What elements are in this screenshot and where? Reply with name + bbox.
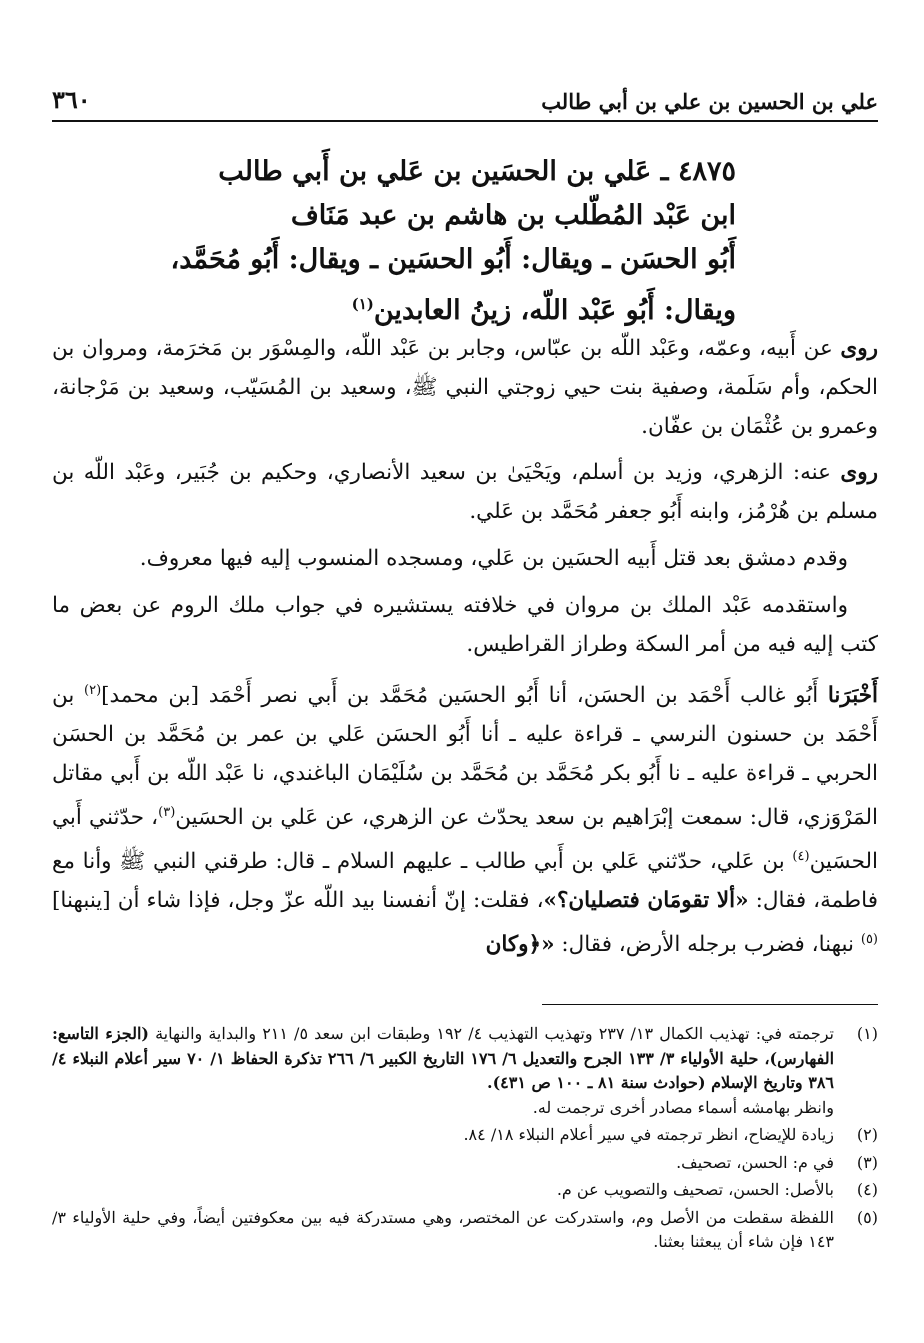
- paragraph-text: نبهنا، فضرب برجله الأرض، فقال:: [554, 931, 861, 957]
- paragraph-text: بن عَلي، حدّثني عَلي بن أَبي طالب ـ عليهم السلام ـ قال: طرقني النبي ﷺ وأنا مع فاطمة، فقال:: [52, 849, 878, 913]
- footnote-number: (٤): [856, 1180, 878, 1199]
- footnote-text: زيادة للإيضاح، انظر ترجمته في سير أعلام النبلاء ١٨/ ٨٤.: [463, 1125, 834, 1144]
- footnote-ref-1: (١): [351, 295, 374, 313]
- paragraph-text: أَبُو غالب أَحْمَد بن الحسَن، أنا أَبُو الحسَين مُحَمَّد بن أَبي نصر أَحْمَد [بن محمد]: [101, 683, 828, 709]
- heading-line-1: ٤٨٧٥ ـ عَلي بن الحسَين بن عَلي بن أَبي طالب: [218, 156, 736, 187]
- paragraph-lead-word: روى: [840, 460, 878, 486]
- footnote-1: [52, 1022, 878, 1120]
- footnote-text-part: وانظر بهامشه أسماء مصادر أخرى ترجمت له.: [532, 1097, 834, 1117]
- paragraph-narrated-from: [52, 330, 878, 446]
- footnote-divider: [542, 1004, 878, 1005]
- heading-line-2: ابن عَبْد المُطّلب بن هاشم بن عبد مَنَاف: [290, 200, 736, 231]
- footnote-text: في م: الحسن، تصحيف.: [676, 1152, 834, 1172]
- paragraph-lead-word: روى: [840, 336, 878, 361]
- paragraph-lead-word: أَخْبَرَنا: [827, 683, 878, 709]
- footnote-5: [52, 1206, 878, 1255]
- prophet-quote: «ألا تقومَان فتصليان؟»: [543, 887, 749, 913]
- footnote-text: بالأصل: الحسن، تصحيف والتصويب عن م.: [556, 1180, 834, 1199]
- footnote-ref-3: (٣): [158, 804, 176, 820]
- paragraph-text: عنه: الزهري، وزيد بن أسلم، ويَحْيَىٰ بن سعيد الأنصاري، وحكيم بن جُبَير، وعَبْد اللّه بن مسلم بن هُرْمُز، وابنه أَبُو جعفر مُحَمَّد بن عَلي.: [52, 460, 878, 525]
- paragraph-narrators: [52, 454, 878, 532]
- footnote-number: (١): [856, 1024, 878, 1043]
- running-title: علي بن الحسين بن علي بن أبي طالب: [541, 89, 878, 114]
- footnote-number: (٥): [856, 1207, 878, 1227]
- footnotes: [52, 1022, 878, 1258]
- footnote-ref-4: (٤): [792, 848, 810, 864]
- footnote-number: (٢): [856, 1125, 878, 1144]
- footnote-text: اللفظة سقطت من الأصل وم، واستدركت عن المختصر، وهي مستدركة فيه بين معكوفتين أيضاً، وفي حلية الأولياء ٣/ ١٤٣ فإن شاء أن يبعثنا بعثنا.: [52, 1207, 834, 1251]
- footnote-ref-2: (٢): [84, 683, 102, 699]
- entry-heading: [52, 150, 878, 333]
- footnote-text-bold: (الجزء التاسع: الفهارس)، حلية الأولياء ٣/ ١٣٣ الجرح والتعديل ٦/ ١٧٦ التاريخ الكبير ٦/ ٢٦٦ تذكرة الحفاظ ١/ ٧٠ سير أعلام النبلاء ٤/ ٣٨٦ وتاريخ الإسلام (حوادث سنة ٨١ ـ ١٠٠ ص ٤٣١).: [52, 1024, 835, 1092]
- paragraph-isnad: [52, 672, 878, 964]
- paragraph-text: ، فقلت: إنّ أنفسنا بيد اللّه عزّ وجل، فإذا شاء أن [ينبهنا]: [52, 887, 544, 913]
- paragraph-text: بن أَحْمَد بن حسنون النرسي ـ قراءة عليه ـ أنا أَبُو الحسَن عَلي بن عمر بن مُحَمَّد بن الحسَن الحربي ـ قراءة عليه ـ نا أَبُو بكر مُحَمَّد بن مُحَمَّد بن سُلَيْمَان الباغندي، نا عَبْد اللّه بن أَبي مقاتل المَرْوَزي، قال: سمعت إبْرَاهيم بن سعد يحدّث عن الزهري، عن عَلي بن الحسَين: [52, 683, 879, 831]
- footnote-number: (٣): [856, 1152, 878, 1172]
- footnote-ref-5: (٥): [860, 931, 878, 947]
- heading-line-4: [52, 282, 878, 333]
- paragraph-damascus: وقدم دمشق بعد قتل أَبيه الحسَين بن عَلي، ومسجده المنسوب إليه فيها معروف.: [139, 545, 848, 571]
- paragraph-text: ، حدّثني أَبي الحسَين: [52, 805, 878, 875]
- running-header: [52, 82, 878, 122]
- footnote-4: [52, 1178, 878, 1203]
- footnote-3: [52, 1151, 878, 1176]
- footnote-text-part: ترجمته في: تهذيب الكمال ١٣/ ٢٣٧ وتهذيب التهذيب ٤/ ١٩٢ وطبقات ابن سعد ٥/ ٢١١ والبداية والنهاية: [149, 1024, 835, 1043]
- quran-quote-start: «﴿وكان: [485, 931, 555, 957]
- footnote-text: [52, 1022, 834, 1120]
- heading-line-3: أَبُو الحسَن ـ ويقال: أَبُو الحسَين ـ ويقال: أَبُو مُحَمَّد،: [170, 244, 736, 275]
- page-number: ٣٦٠: [52, 85, 91, 114]
- paragraph-abd-al-malik: واستقدمه عَبْد الملك بن مروان في خلافته يستشيره في جواب ملك الروم عن بعض ما كتب إليه فيه من أمر السكة وطراز القراطيس.: [52, 592, 878, 657]
- footnote-2: [52, 1123, 878, 1148]
- body-text: [52, 330, 878, 973]
- paragraph-text: عن أَبيه، وعمّه، وعَبْد اللّه بن عبّاس، وجابر بن عَبْد اللّه، والمِسْوَر بن مَخرَمة، ومروان بن الحكم، وأم سَلَمة، وصفية بنت حيي زوجتي النبي ﷺ، وسعيد بن المُسَيّب، وسعيد بن مَرْجانة، وعمرو بن عُثْمَان بن عفّان.: [52, 336, 878, 439]
- heading-line-4-text: ويقال: أَبُو عَبْد اللّه، زينُ العابدين: [373, 295, 736, 326]
